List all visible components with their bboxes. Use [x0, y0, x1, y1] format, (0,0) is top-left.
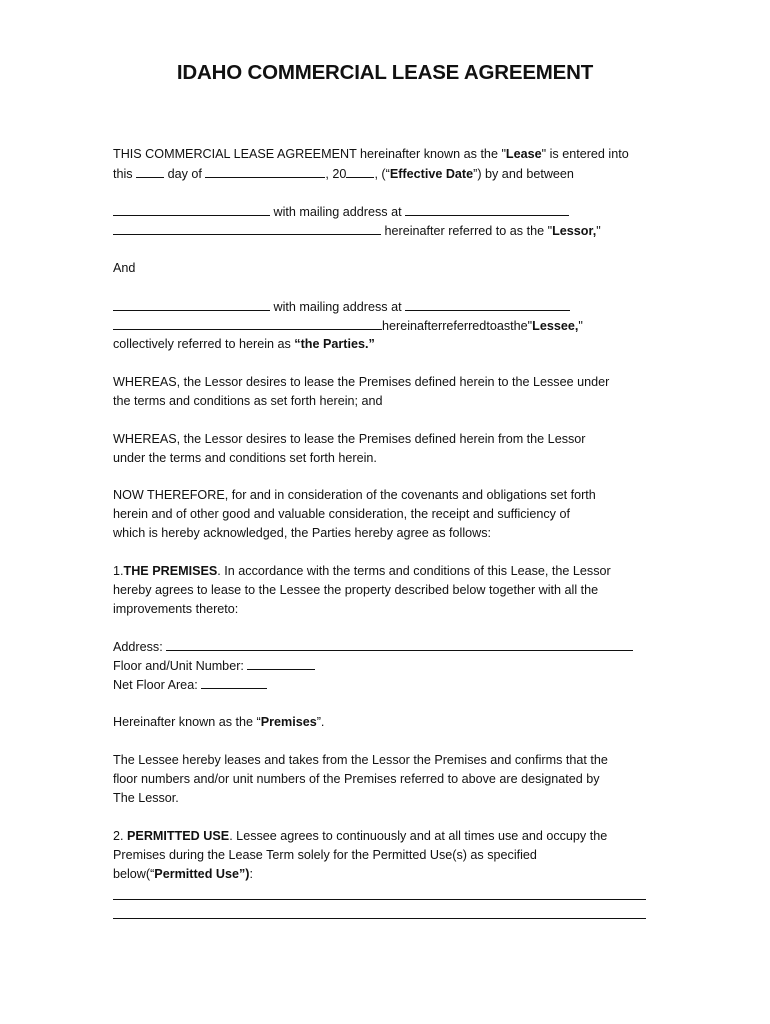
premises-known-line: Hereinafter known as the “Premises”.: [113, 715, 325, 729]
lease-term: Lease: [505, 147, 542, 161]
day-blank[interactable]: [136, 164, 164, 178]
now-therefore-paragraph: NOW THEREFORE, for and in consideration of the covenants and obligations set forth herein and of other good and valuable consideration, the receipt and sufficiency of which is hereby acknowledged, the Parties hereby agree as follows:: [113, 488, 596, 540]
intro-paragraph: [113, 145, 658, 183]
whereas-paragraph-2: WHEREAS, the Lessor desires to lease the Premises defined herein from the Lessor under the terms and conditions set forth herein.: [113, 432, 586, 465]
address-field: Address:: [113, 637, 658, 656]
section-1-premises: 1.THE PREMISES. In accordance with the terms and conditions of this Lease, the Lessor hereby agrees to lease to the Lessee the property described below together with all the improvements thereto:: [113, 564, 611, 616]
permitted-use-blank-1[interactable]: [113, 899, 646, 900]
month-blank[interactable]: [205, 164, 325, 178]
floor-unit-field: Floor and/Unit Number:: [113, 656, 658, 675]
lessor-term: Lessor,: [552, 224, 597, 238]
lessee-name-blank[interactable]: [113, 297, 270, 311]
section-2-permitted-use: 2. PERMITTED USE. Lessee agrees to continuously and at all times use and occupy the Premises during the Lease Term solely for the Permitted Use(s) as specified below(“Permitted Use”):: [113, 829, 608, 881]
lessee-address-blank-2[interactable]: [113, 316, 382, 330]
intro-line-2: this day of , 20 , (“Effective Date”) by and between: [113, 164, 658, 183]
lessor-address-blank-2[interactable]: [113, 221, 381, 235]
lessee-line-2: hereinafterreferredtoasthe"Lessee,": [113, 316, 658, 335]
lessee-block: [113, 297, 658, 354]
intro-line-1: THIS COMMERCIAL LEASE AGREEMENT hereinafter known as the "Lease" is entered into: [113, 147, 629, 161]
effective-date-term: Effective Date: [389, 167, 474, 181]
lessee-term: Lessee,: [532, 319, 579, 333]
section-1-heading: THE PREMISES: [123, 564, 218, 578]
floor-unit-blank[interactable]: [247, 656, 315, 670]
and-text: And: [113, 261, 136, 275]
net-floor-area-field: Net Floor Area:: [113, 675, 658, 694]
parties-term: “the Parties.”: [294, 337, 375, 351]
lessor-line-1: with mailing address at: [113, 202, 658, 221]
net-floor-area-blank[interactable]: [201, 675, 267, 689]
lessee-leases-paragraph: The Lessee hereby leases and takes from the Lessor the Premises and confirms that the floor numbers and/or unit numbers of the Premises referred to above are designated by The Lessor.: [113, 753, 608, 805]
section-2-heading: PERMITTED USE: [127, 829, 230, 843]
year-blank[interactable]: [346, 164, 374, 178]
document-title: IDAHO COMMERCIAL LEASE AGREEMENT: [176, 61, 594, 84]
address-blank[interactable]: [166, 637, 633, 651]
lessor-name-blank[interactable]: [113, 202, 270, 216]
lessee-line-1: with mailing address at: [113, 297, 658, 316]
permitted-use-term: Permitted Use”): [154, 867, 250, 881]
lessor-line-2: hereinafter referred to as the "Lessor,": [113, 221, 658, 240]
permitted-use-blank-2[interactable]: [113, 918, 646, 919]
lessor-block: [113, 202, 658, 240]
whereas-paragraph-1: WHEREAS, the Lessor desires to lease the Premises defined herein to the Lessee under the terms and conditions as set forth herein; and: [113, 375, 610, 408]
lessee-address-blank[interactable]: [405, 297, 570, 311]
premises-fields: [113, 637, 658, 694]
lessee-line-3: collectively referred to herein as “the Parties.”: [113, 337, 375, 351]
lessor-address-blank[interactable]: [405, 202, 569, 216]
premises-term: Premises: [260, 715, 317, 729]
